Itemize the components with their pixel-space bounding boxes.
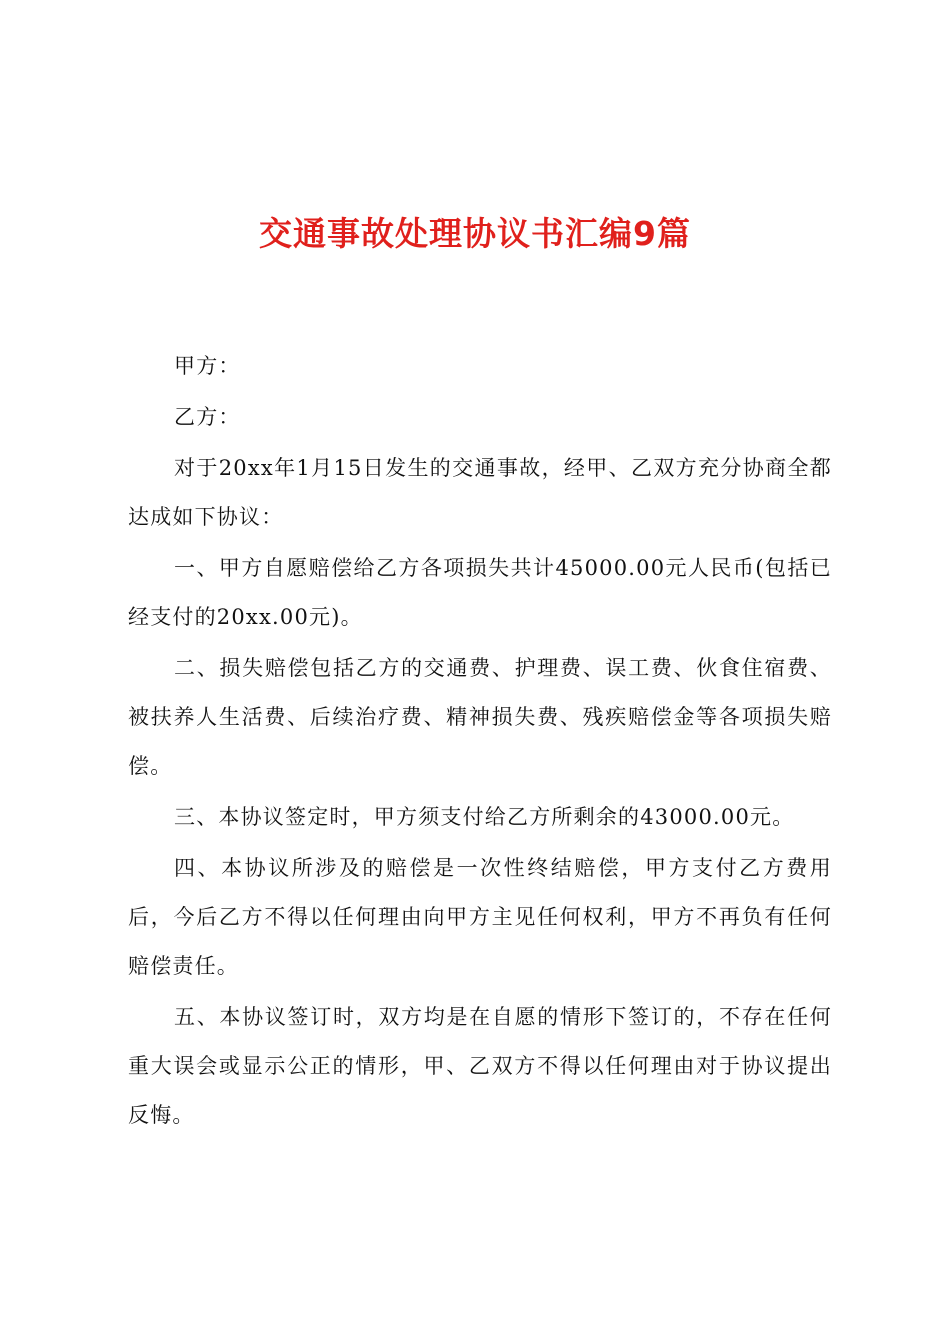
intro-paragraph: 对于20xx年1月15日发生的交通事故，经甲、乙双方充分协商全都达成如下协议： <box>128 456 832 529</box>
clause-3: 三、本协议签定时，甲方须支付给乙方所剩余的43000.00元。 <box>174 805 795 829</box>
party-a-line: 甲方： <box>174 354 241 378</box>
document-body <box>128 342 832 1140</box>
clause-5: 五、本协议签订时，双方均是在自愿的情形下签订的，不存在任何重大误会或显示公正的情形，甲、乙双方不得以任何理由对于协议提出反悔。 <box>128 1005 832 1127</box>
document-title: 交通事故处理协议书汇编9篇 <box>259 214 691 253</box>
clause-4: 四、本协议所涉及的赔偿是一次性终结赔偿，甲方支付乙方费用后，今后乙方不得以任何理由向甲方主见任何权利，甲方不再负有任何赔偿责任。 <box>128 856 832 978</box>
clause-2: 二、损失赔偿包括乙方的交通费、护理费、误工费、伙食住宿费、被扶养人生活费、后续治疗费、精神损失费、残疾赔偿金等各项损失赔偿。 <box>128 656 832 778</box>
party-b-line: 乙方： <box>174 405 241 429</box>
clause-1: 一、甲方自愿赔偿给乙方各项损失共计45000.00元人民币(包括已经支付的20xx.00元)。 <box>128 556 832 629</box>
